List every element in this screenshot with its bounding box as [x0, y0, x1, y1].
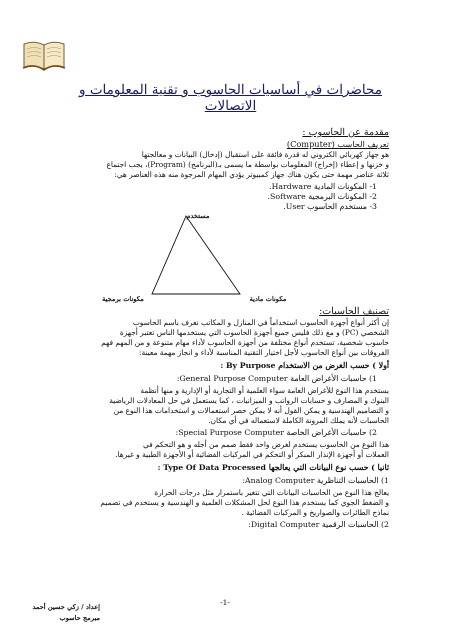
paragraph-line: هذا النوع من الحاسوب يستخدم لغرض واحد فقط صمم من أجله و هو التحكم في: [142, 440, 389, 449]
paragraph-line: الشخصي (PC) و مع ذلك فليس جميع أجهزة الحاسوب التي يستخدمها الناس تعتبر أجهزة: [119, 328, 389, 338]
paragraph-line: حاسوب شخصية، تستخدم أنواع مختلفة من أجهزة الحاسوب لأداء مهام متنوعة و من المهم فهم: [101, 338, 389, 348]
page-number: -1-: [220, 598, 230, 607]
purpose-heading: أولا ) حسب الغرض من الاستخدام By Purpose :: [220, 361, 389, 370]
definition-text: [62, 150, 389, 180]
definition-line: و خزنها و إعطاء (إخراج) المعلومات بواسطة ما يسمى بـ(البرنامج) (Program)، يجب اجتماع: [106, 160, 389, 170]
paragraph-line: الفروقات بين أنواع الحاسوب لأجل اختيار التقنية المناسبة لأداء و انجاز مهمة معينة:: [139, 348, 389, 358]
definition-line: ثلاثة عناصر مهمة حتى يكون هناك جهاز كمبيوتر يؤدي المهام المرجوة منه هذه العناصر هي:: [114, 170, 389, 180]
document-title: محاضرات في أساسيات الحاسوب و تقنية المعلومات و الاتصالات: [79, 82, 382, 114]
diagram-label-software: مكونات برمجية: [102, 295, 144, 303]
diagram-label-user: مستخدم: [186, 212, 210, 220]
paragraph-line: و التصاميم الهندسية و يمكن القول أنه لا يمكن حصر استعمالات و استخدامات هذا النوع من: [113, 406, 389, 416]
book-icon: [22, 38, 66, 72]
paragraph-line: يستخدم هذا النوع للأغراض العامة سواء العلمية أو التجارية أو الإدارية و منها أنظمة: [140, 386, 389, 395]
general-purpose-heading: 1) حاسبات الأغراض العامة General Purpose Computer:: [176, 374, 377, 383]
component-item: 3- مستخدم الحاسوب User.: [283, 202, 377, 212]
author-name: إعداد / زكي حسين أحمد: [32, 603, 100, 611]
paragraph-line: و الضغط الجوي كما يستخدم هذا النوع لحل المشكلات العلمية و الهندسية و يستخدم في تصميم: [100, 498, 389, 508]
analog-text: [62, 488, 389, 518]
general-purpose-text: [62, 386, 389, 426]
paragraph-line: الحاسبات لأنه يملك المرونة الكاملة لاستعماله في أي مكان.: [208, 416, 389, 426]
component-item: 2- المكونات البرمجية Software.: [267, 192, 377, 202]
classification-paragraph: [62, 318, 389, 358]
component-item: 1- المكونات المادية Hardware.: [269, 182, 377, 191]
classification-heading: تصنيف الحاسبات:: [319, 306, 389, 317]
analog-heading: 1) الحاسبات التناظرية Analog Computer:: [242, 476, 389, 485]
special-purpose-heading: 2) حاسبات الأغراض الخاصة Special Purpose Computer:: [175, 428, 377, 437]
triangle-shape: [152, 216, 240, 294]
paragraph-line: نماذج الطائرات والصواريخ و المركبات الفضائية .: [241, 508, 389, 518]
paragraph-line: إن أكثر أنواع أجهزة الحاسوب استخداماً في المنازل و المكاتب تعرف باسم الحاسوب: [132, 318, 389, 327]
special-purpose-text: [62, 440, 389, 460]
author-title: مبرمج حاسوب: [59, 614, 100, 622]
paragraph-line: العملات أو أجهزة الإنذار المبكر أو التحكم في المركبات الفضائية أو الأجهزة الطبية و غيرها.: [115, 450, 389, 460]
paragraph-line: يعالج هذا النوع من الحاسبات البيانات التي تتغير باستمرار مثل درجات الحرارة: [154, 488, 389, 497]
components-triangle-diagram: [148, 208, 266, 300]
digital-heading: 2) الحاسبات الرقمية Digital Computer:: [248, 520, 389, 529]
paragraph-line: البنوك و المصارف و حسابات الرواتب و الميزانيات ، كما يستعمل في حل المعادلات الرياضية: [109, 396, 389, 406]
definition-subheading: تعريف الحاسب (Computer): [286, 139, 389, 149]
intro-heading: مقدمة عن الحاسوب :: [302, 127, 389, 138]
definition-line: هو جهاز كهربائي الكتروني له قدرة فائقة على استقبال (إدخال) البيانات و معالجتها: [141, 150, 389, 159]
diagram-label-hardware: مكونات مادية: [249, 295, 287, 303]
data-type-heading: ثانيا ) حسب نوع البيانات التي يعالجها Type Of Data Processed :: [157, 463, 389, 472]
